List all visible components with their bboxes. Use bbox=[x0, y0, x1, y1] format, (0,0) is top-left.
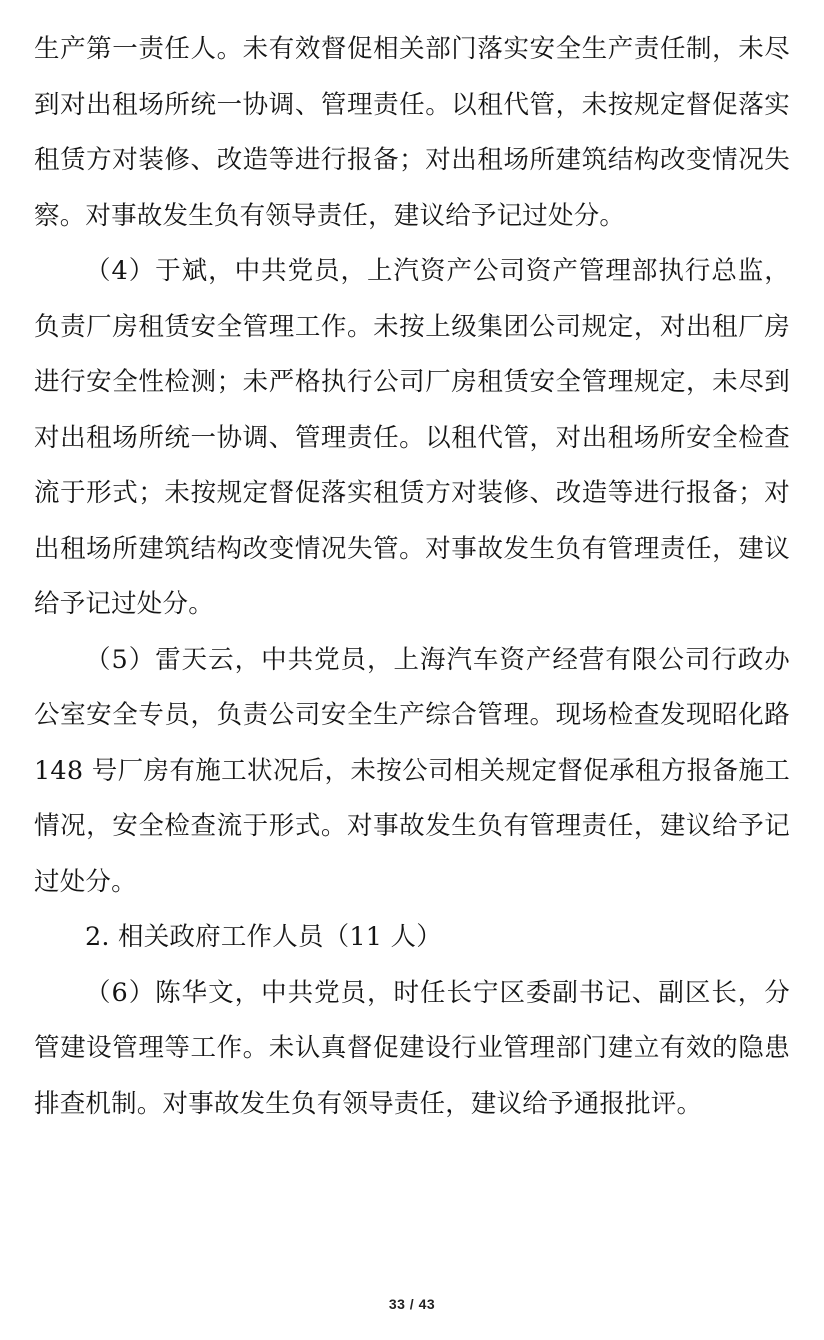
page-number: 33 / 43 bbox=[388, 1296, 436, 1312]
paragraph-item-4: （4）于斌，中共党员，上汽资产公司资产管理部执行总监，负责厂房租赁安全管理工作。未按上级集团公司规定，对出租厂房进行安全性检测；未严格执行公司厂房租赁安全管理规定，未尽到对出租场所统一协调、管理责任。以租代管，对出租场所安全检查流于形式；未按规定督促落实租赁方对装修、改造等进行报备；对出租场所建筑结构改变情况失管。对事故发生负有管理责任，建议给予记过处分。 bbox=[34, 256, 790, 619]
paragraph-section-heading-2: 2. 相关政府工作人员（11 人） bbox=[85, 922, 442, 952]
paragraph-continued: 生产第一责任人。未有效督促相关部门落实安全生产责任制，未尽到对出租场所统一协调、管理责任。以租代管，未按规定督促落实租赁方对装修、改造等进行报备；对出租场所建筑结构改变情况失察。对事故发生负有领导责任，建议给予记过处分。 bbox=[34, 34, 790, 231]
paragraph-item-6: （6）陈华文，中共党员，时任长宁区委副书记、副区长，分管建设管理等工作。未认真督促建设行业管理部门建立有效的隐患排查机制。对事故发生负有领导责任，建议给予通报批评。 bbox=[34, 977, 790, 1119]
document-body bbox=[34, 22, 790, 1132]
paragraph-item-5: （5）雷天云，中共党员，上海汽车资产经营有限公司行政办公室安全专员，负责公司安全生产综合管理。现场检查发现昭化路 148 号厂房有施工状况后，未按公司相关规定督促承租方报备施工情况，安全检查流于形式。对事故发生负有管理责任，建议给予记过处分。 bbox=[34, 644, 790, 897]
